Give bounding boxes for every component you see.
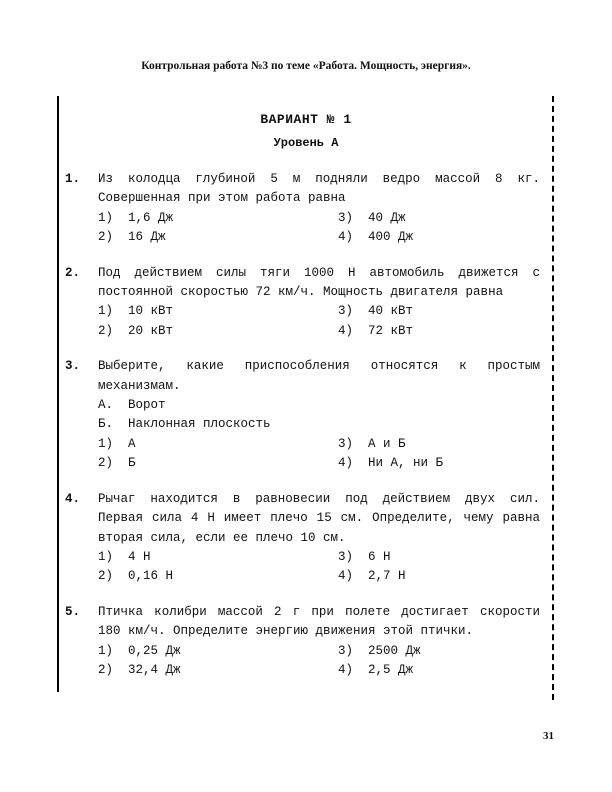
answer-option[interactable]: 1) А [98,436,136,451]
level-title: Уровень А [273,136,339,150]
answer-options [98,302,540,341]
answer-option[interactable]: 1) 1,6 Дж [98,210,174,225]
answer-option[interactable]: 2) 0,16 Н [98,569,174,584]
task-number: 5. [65,604,81,619]
answer-option[interactable]: 4) 400 Дж [338,230,414,245]
answer-option[interactable]: 2) 20 кВт [98,323,174,338]
document-header: Контрольная работа №3 по теме «Работа. Мощность, энергия». [141,60,471,72]
answer-option[interactable]: 3) 40 Дж [338,210,406,225]
answer-option[interactable]: 1) 4 Н [98,549,151,564]
answer-options [98,548,540,587]
task-question: Под действием силы тяги 1000 Н автомобиль движется с постоянной скоростью 72 км/ч. Мощность двигателя равна [98,265,540,300]
left-margin-line [57,96,59,692]
variant-title: ВАРИАНТ № 1 [260,112,352,127]
answer-options [98,642,540,681]
answer-option[interactable]: 2) 32,4 Дж [98,662,181,677]
right-margin-dashed-line [552,96,554,700]
task-question: Рычаг находится в равновесии под действием двух сил. Первая сила 4 Н имеет плечо 15 см. Определите, чему равна вторая сила, если ее плечо 10 см. [98,491,540,545]
task-3 [65,357,540,473]
answer-option[interactable]: 2) Б [98,456,136,471]
statement-item: Б. Наклонная плоскость [98,417,271,432]
page-number: 31 [543,730,554,742]
tasks-list [65,170,540,680]
answer-option[interactable]: 3) 2500 Дж [338,643,421,658]
task-4 [65,490,540,587]
answer-option[interactable]: 4) 2,7 Н [338,569,406,584]
answer-option[interactable]: 4) 2,5 Дж [338,662,414,677]
answer-option[interactable]: 4) 72 кВт [338,323,414,338]
task-number: 4. [65,491,81,506]
answer-option[interactable]: 4) Ни А, ни Б [338,456,444,471]
task-question: Птичка колибри массой 2 г при полете достигает скорости 180 км/ч. Определите энергию движения этой птички. [98,604,540,639]
answer-option[interactable]: 3) 40 кВт [338,304,414,319]
task-number: 1. [65,172,81,186]
answer-option[interactable]: 3) 6 Н [338,549,391,564]
task-2 [65,264,540,342]
task-number: 3. [65,359,81,374]
answer-options [98,435,540,474]
answer-options [98,209,540,248]
task-5 [65,603,540,681]
task-1 [65,170,540,248]
answer-option[interactable]: 1) 10 кВт [98,304,174,319]
answer-option[interactable]: 3) А и Б [338,436,406,451]
task-question: Из колодца глубиной 5 м подняли ведро массой 8 кг. Совершенная при этом работа равна [98,172,540,206]
task-number: 2. [65,265,81,280]
answer-option[interactable]: 2) 16 Дж [98,230,166,245]
task-question: Выберите, какие приспособления относятся к простым механизмам. [98,359,540,393]
answer-option[interactable]: 1) 0,25 Дж [98,643,181,658]
statement-item: А. Ворот [98,398,166,413]
